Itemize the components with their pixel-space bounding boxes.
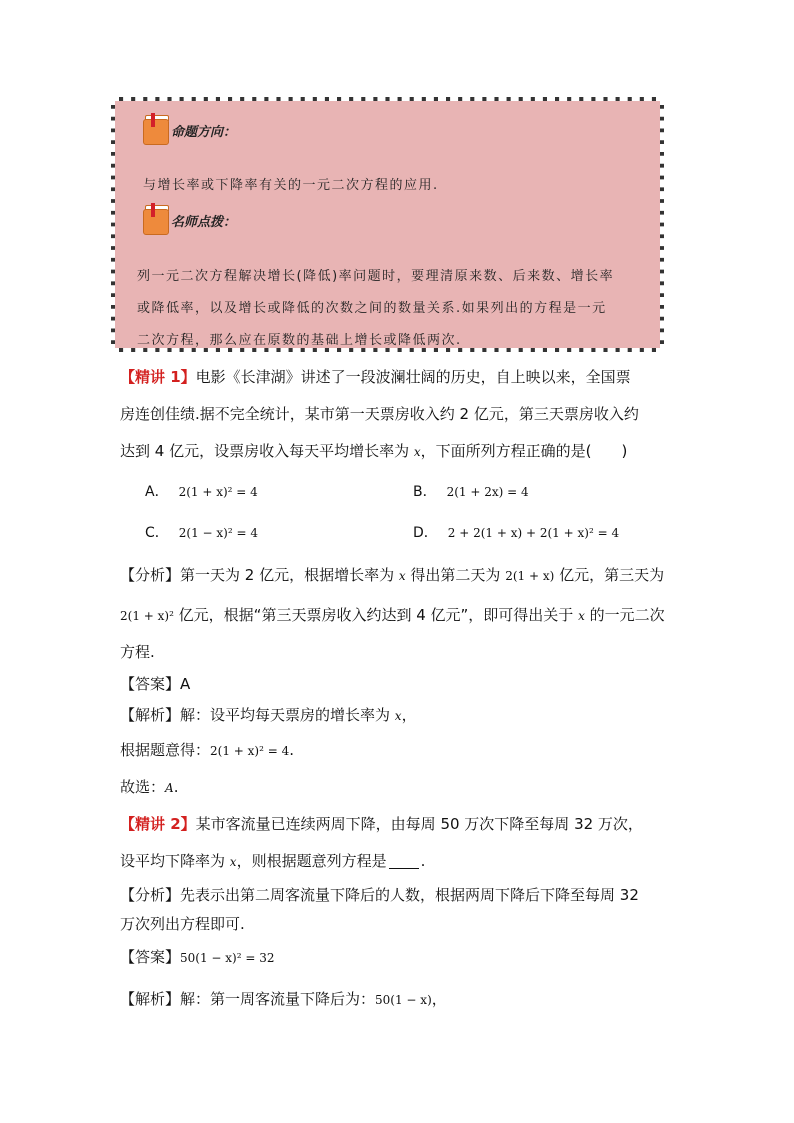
tip-tag-advice (143, 205, 236, 235)
ex1-question-line: 【精讲 1】电影《长津湖》讲述了一段波澜壮阔的历史，自上映以来，全国票 (120, 368, 631, 386)
tip-tag-label: 命题方向： (171, 124, 237, 140)
tip-tag-direction (143, 115, 236, 145)
option-b[interactable]: B． 2(1 + 2x) = 4 (413, 484, 529, 500)
ex2-solution-line: 【解析】解：第一周客流量下降后为：50(1 − x)， (120, 990, 447, 1008)
ex1-solution-line: 【解析】解：设平均每天票房的增长率为 x， (120, 706, 417, 724)
ex1-analysis-line: 2(1 + x)² 亿元，根据“第三天票房收入约达到 4 亿元”，即可得出关于 x 的一元二次 (120, 606, 665, 624)
answer-blank[interactable] (389, 854, 419, 869)
ex1-answer: 【答案】A (120, 675, 191, 693)
ex1-question-line: 房连创佳绩.据不完全统计，某市第一天票房收入约 2 亿元，第三天票房收入约 (120, 405, 639, 423)
tip-advice-line: 二次方程，那么应在原数的基础上增长或降低两次. (137, 333, 462, 348)
ex2-label: 【精讲 2】 (120, 815, 196, 833)
ex1-solution-line: 故选：A. (120, 778, 179, 796)
book-icon (143, 205, 169, 235)
tip-advice-line: 或降低率，以及增长或降低的次数之间的数量关系.如果列出的方程是一元 (137, 301, 607, 316)
tip-box (111, 97, 664, 352)
ex2-answer: 【答案】50(1 − x)² = 32 (120, 948, 275, 966)
tip-advice-line: 列一元二次方程解决增长(降低)率问题时，要理清原来数、后来数、增长率 (137, 269, 615, 284)
tip-tag-label: 名师点拨： (171, 214, 237, 230)
book-icon (143, 115, 169, 145)
ex2-question-line: 设平均下降率为 x，则根据题意列方程是 . (120, 852, 426, 870)
option-d[interactable]: D． 2 + 2(1 + x) + 2(1 + x)² = 4 (413, 525, 620, 541)
ex2-analysis-line: 【分析】先表示出第二周客流量下降后的人数，根据两周下降后下降至每周 32 (120, 886, 639, 904)
tip-text: 与增长率或下降率有关的一元二次方程的应用. (143, 178, 439, 193)
option-a[interactable]: A． 2(1 + x)² = 4 (145, 484, 258, 500)
ex2-analysis-line: 万次列出方程即可. (120, 915, 245, 933)
option-c[interactable]: C． 2(1 − x)² = 4 (145, 525, 258, 541)
ex1-solution-line: 根据题意得：2(1 + x)² = 4. (120, 741, 295, 759)
ex1-label: 【精讲 1】 (120, 368, 196, 386)
ex1-question-line: 达到 4 亿元，设票房收入每天平均增长率为 x，下面所列方程正确的是( ) (120, 442, 628, 460)
ex1-analysis-line: 方程. (120, 643, 155, 661)
ex2-question-line: 【精讲 2】某市客流量已连续两周下降，由每周 50 万次下降至每周 32 万次， (120, 815, 643, 833)
ex1-analysis-line: 【分析】第一天为 2 亿元，根据增长率为 x 得出第二天为 2(1 + x) 亿元，第三天为 (120, 566, 665, 584)
